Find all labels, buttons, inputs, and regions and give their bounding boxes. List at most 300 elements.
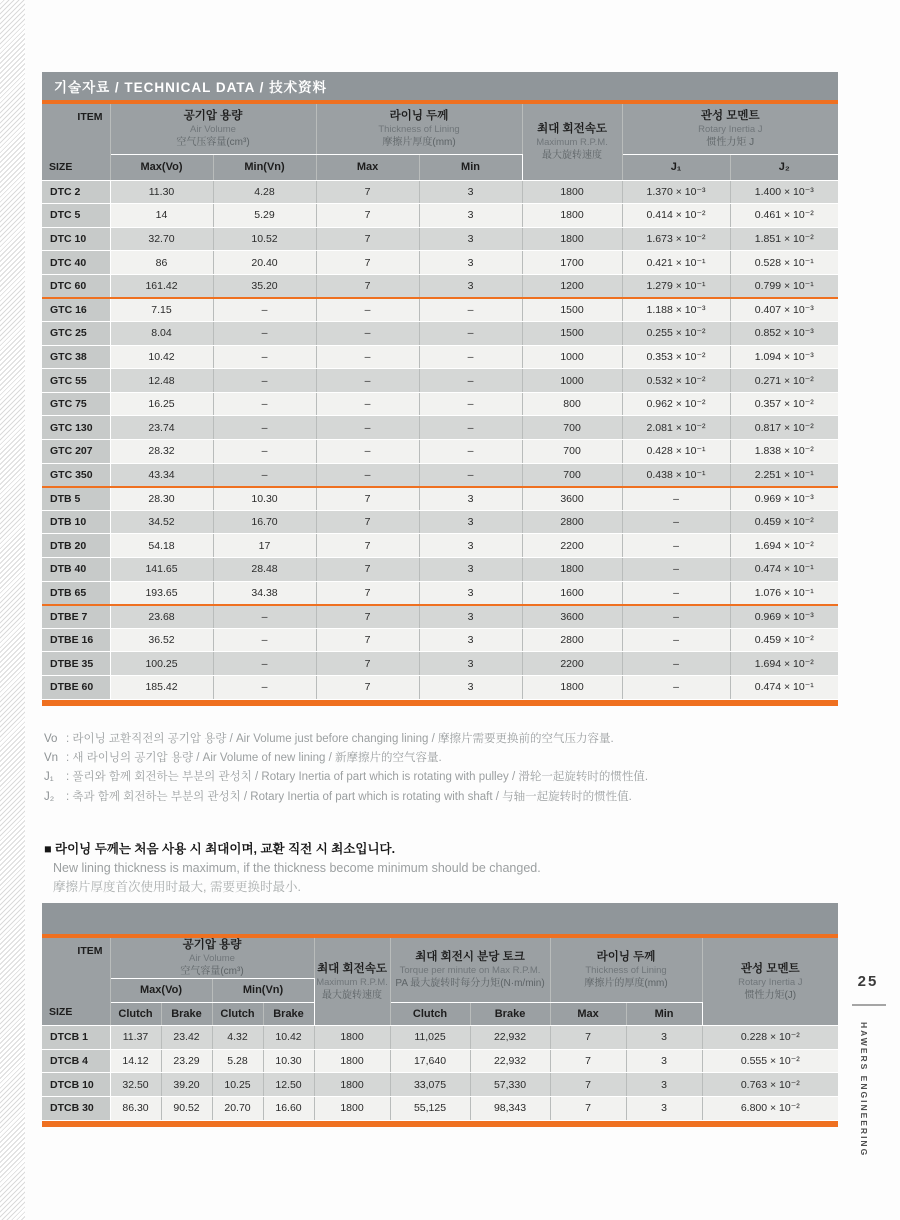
data-cell: 20.70	[212, 1096, 263, 1120]
data-cell: 0.474 × 10⁻¹	[730, 558, 838, 582]
data-cell: 7	[316, 581, 419, 605]
data-cell: 23.68	[110, 605, 213, 629]
subheader-clutch: Clutch	[212, 1002, 263, 1026]
subheader-brake: Brake	[263, 1002, 314, 1026]
data-cell: 12.50	[263, 1073, 314, 1097]
data-cell: 1800	[522, 180, 622, 204]
table1-body	[42, 180, 838, 699]
data-cell: 86	[110, 251, 213, 275]
row-size-label: DTCB 10	[42, 1073, 110, 1097]
row-size-label: GTC 16	[42, 298, 110, 322]
data-cell: 3600	[522, 605, 622, 629]
data-cell: 0.969 × 10⁻³	[730, 487, 838, 511]
data-cell: 141.65	[110, 558, 213, 582]
page-title-bar	[42, 72, 838, 100]
data-cell: 7	[316, 251, 419, 275]
table2-gray-band	[42, 903, 838, 934]
data-cell: –	[213, 440, 316, 464]
table-row	[42, 345, 838, 369]
data-cell: 0.414 × 10⁻²	[622, 204, 730, 228]
data-cell: 1.076 × 10⁻¹	[730, 581, 838, 605]
data-cell: –	[213, 392, 316, 416]
data-cell: 34.52	[110, 510, 213, 534]
table-row	[42, 1026, 838, 1050]
data-cell: 161.42	[110, 274, 213, 298]
data-cell: 23.74	[110, 416, 213, 440]
data-cell: 1800	[522, 675, 622, 699]
data-cell: 1800	[314, 1026, 390, 1050]
data-cell: 100.25	[110, 652, 213, 676]
data-cell: –	[316, 463, 419, 487]
data-cell: 800	[522, 392, 622, 416]
subheader-torque-clutch: Clutch	[390, 1002, 470, 1026]
data-cell: 1800	[522, 204, 622, 228]
data-cell: 32.70	[110, 227, 213, 251]
subheader-j2: J₂	[730, 154, 838, 180]
table-row	[42, 675, 838, 699]
table-row	[42, 369, 838, 393]
data-cell: 193.65	[110, 581, 213, 605]
data-cell: 0.763 × 10⁻²	[702, 1073, 838, 1097]
item-label: ITEM	[77, 945, 103, 957]
page-edge-hatch-decoration	[0, 0, 25, 1220]
row-size-label: GTC 25	[42, 322, 110, 346]
data-cell: 3	[419, 180, 522, 204]
data-cell: 22,932	[470, 1026, 550, 1050]
data-cell: 7	[550, 1026, 626, 1050]
data-cell: 185.42	[110, 675, 213, 699]
data-cell: 0.428 × 10⁻¹	[622, 440, 730, 464]
data-cell: 7	[316, 628, 419, 652]
subheader-min-vn: Min(Vn)	[213, 154, 316, 180]
data-cell: 0.438 × 10⁻¹	[622, 463, 730, 487]
data-cell: 7	[550, 1096, 626, 1120]
data-cell: 3	[419, 628, 522, 652]
technical-data-table	[42, 104, 838, 700]
data-cell: 0.962 × 10⁻²	[622, 392, 730, 416]
page-number-rule	[852, 1004, 886, 1006]
footnotes	[44, 730, 824, 807]
table-row	[42, 558, 838, 582]
row-size-label: GTC 75	[42, 392, 110, 416]
data-cell: 1.673 × 10⁻²	[622, 227, 730, 251]
table-row	[42, 510, 838, 534]
data-cell: 0.528 × 10⁻¹	[730, 251, 838, 275]
data-cell: –	[622, 581, 730, 605]
data-cell: 0.271 × 10⁻²	[730, 369, 838, 393]
data-cell: –	[213, 675, 316, 699]
table-row	[42, 392, 838, 416]
data-cell: 7	[550, 1073, 626, 1097]
data-cell: –	[213, 322, 316, 346]
data-cell: 7	[316, 227, 419, 251]
footnote-vn: Vn : 새 라이닝의 공기압 용량 / Air Volume of new lining / 新摩擦片的空气容量.	[44, 752, 442, 765]
header-lining-thickness: 라이닝 두께 Thickness of Lining 摩擦片厚度(mm)	[316, 104, 522, 154]
data-cell: –	[419, 463, 522, 487]
header-torque: 최대 회전시 분당 토크 Torque per minute on Max R.P.M. PA 最大旋转时每分力矩(N·m/min)	[390, 938, 550, 1002]
row-size-label: DTCB 1	[42, 1026, 110, 1050]
data-cell: –	[213, 463, 316, 487]
data-cell: –	[316, 416, 419, 440]
data-cell: –	[213, 369, 316, 393]
data-cell: 3	[626, 1049, 702, 1073]
data-cell: 3	[419, 581, 522, 605]
subheader-j1: J₁	[622, 154, 730, 180]
data-cell: 7	[316, 487, 419, 511]
data-cell: 10.25	[212, 1073, 263, 1097]
data-cell: 4.28	[213, 180, 316, 204]
data-cell: 0.255 × 10⁻²	[622, 322, 730, 346]
data-cell: 0.555 × 10⁻²	[702, 1049, 838, 1073]
data-cell: –	[316, 298, 419, 322]
table-row	[42, 440, 838, 464]
data-cell: 22,932	[470, 1049, 550, 1073]
data-cell: 10.30	[263, 1049, 314, 1073]
data-cell: –	[316, 322, 419, 346]
dtcb-table-block	[42, 903, 838, 1127]
data-cell: 7	[316, 675, 419, 699]
table-row	[42, 416, 838, 440]
data-cell: –	[419, 392, 522, 416]
size-label: SIZE	[49, 160, 73, 173]
row-size-label: DTB 20	[42, 534, 110, 558]
item-size-diagonal-cell	[42, 938, 110, 1026]
data-cell: 10.52	[213, 227, 316, 251]
data-cell: 0.852 × 10⁻³	[730, 322, 838, 346]
table-row	[42, 180, 838, 204]
data-cell: 11.37	[110, 1026, 161, 1050]
row-size-label: DTC 10	[42, 227, 110, 251]
data-cell: 0.461 × 10⁻²	[730, 204, 838, 228]
data-cell: 14	[110, 204, 213, 228]
subheader-lining-max: Max	[316, 154, 419, 180]
data-cell: 7	[316, 534, 419, 558]
subheader-min-vn: Min(Vn)	[212, 979, 314, 1003]
header-lining-thickness: 라이닝 두께 Thickness of Lining 摩擦片的厚度(mm)	[550, 938, 702, 1002]
data-cell: –	[316, 345, 419, 369]
data-cell: 1500	[522, 322, 622, 346]
data-cell: 3	[419, 227, 522, 251]
header-max-rpm: 최대 회전속도 Maximum R.P.M. 最大旋转速度	[522, 104, 622, 180]
data-cell: 3	[626, 1026, 702, 1050]
data-cell: 17,640	[390, 1049, 470, 1073]
data-cell: 7	[316, 510, 419, 534]
data-cell: 4.32	[212, 1026, 263, 1050]
row-size-label: DTB 65	[42, 581, 110, 605]
data-cell: 7	[316, 204, 419, 228]
size-label: SIZE	[49, 1006, 73, 1019]
data-cell: 10.30	[213, 487, 316, 511]
table-row	[42, 581, 838, 605]
table-row	[42, 204, 838, 228]
data-cell: –	[622, 605, 730, 629]
data-cell: –	[316, 440, 419, 464]
data-cell: –	[213, 345, 316, 369]
data-cell: 2800	[522, 510, 622, 534]
data-cell: 3	[626, 1073, 702, 1097]
data-cell: 1.279 × 10⁻¹	[622, 274, 730, 298]
data-cell: 7	[316, 180, 419, 204]
data-cell: 1.694 × 10⁻²	[730, 652, 838, 676]
data-cell: 36.52	[110, 628, 213, 652]
table-row	[42, 227, 838, 251]
row-size-label: GTC 38	[42, 345, 110, 369]
data-cell: 1.094 × 10⁻³	[730, 345, 838, 369]
data-cell: 1.694 × 10⁻²	[730, 534, 838, 558]
data-cell: 17	[213, 534, 316, 558]
data-cell: 3	[419, 204, 522, 228]
data-cell: 6.800 × 10⁻²	[702, 1096, 838, 1120]
data-cell: 1200	[522, 274, 622, 298]
data-cell: 0.357 × 10⁻²	[730, 392, 838, 416]
data-cell: 700	[522, 440, 622, 464]
data-cell: 28.32	[110, 440, 213, 464]
row-size-label: DTBE 35	[42, 652, 110, 676]
data-cell: 3	[419, 251, 522, 275]
data-cell: 98,343	[470, 1096, 550, 1120]
row-size-label: DTC 2	[42, 180, 110, 204]
table-row	[42, 652, 838, 676]
data-cell: 1500	[522, 298, 622, 322]
row-size-label: DTB 5	[42, 487, 110, 511]
row-size-label: DTC 5	[42, 204, 110, 228]
data-cell: –	[213, 298, 316, 322]
footnote-j1: J₁ : 풀리와 함께 회전하는 부분의 관성치 / Rotary Inertia of part which is rotating with pulley / 滑轮一起旋转时的惯性值.	[44, 771, 649, 784]
data-cell: 55,125	[390, 1096, 470, 1120]
data-cell: 700	[522, 463, 622, 487]
data-cell: 3	[419, 605, 522, 629]
footnote-vo: Vo : 라이닝 교환직전의 공기압 용량 / Air Volume just before changing lining / 摩擦片需要更换前的空气压力容量.	[44, 733, 614, 745]
table-row	[42, 1073, 838, 1097]
page-number: 25	[857, 973, 879, 990]
table-row	[42, 534, 838, 558]
data-cell: 0.474 × 10⁻¹	[730, 675, 838, 699]
data-cell: 1800	[314, 1096, 390, 1120]
footnote-j2: J₂ : 축과 함께 회전하는 부분의 관성치 / Rotary Inertia of part which is rotating with shaft / 与轴一起旋转时的惯性值.	[44, 790, 632, 803]
row-size-label: DTBE 16	[42, 628, 110, 652]
data-cell: 0.969 × 10⁻³	[730, 605, 838, 629]
data-cell: 1.851 × 10⁻²	[730, 227, 838, 251]
data-cell: 0.459 × 10⁻²	[730, 628, 838, 652]
data-cell: –	[419, 345, 522, 369]
data-cell: 700	[522, 416, 622, 440]
data-cell: 16.25	[110, 392, 213, 416]
table-row	[42, 1049, 838, 1073]
data-cell: 7.15	[110, 298, 213, 322]
data-cell: –	[622, 675, 730, 699]
header-rotary-inertia: 관성 모멘트 Rotary Inertia J 惯性力矩 J	[622, 104, 838, 154]
table-row	[42, 628, 838, 652]
brand-vertical-text: HAWERS ENGINEERING	[859, 1022, 869, 1158]
data-cell: 3	[419, 675, 522, 699]
page-title: 기술자료 / TECHNICAL DATA / 技术资料	[54, 80, 328, 95]
data-cell: 35.20	[213, 274, 316, 298]
table-row	[42, 298, 838, 322]
row-size-label: DTCB 4	[42, 1049, 110, 1073]
data-cell: 57,330	[470, 1073, 550, 1097]
data-cell: 3	[419, 534, 522, 558]
subheader-lining-min: Min	[419, 154, 522, 180]
note-korean: ■ 라이닝 두께는 처음 사용 시 최대이며, 교환 직전 시 최소입니다.	[44, 842, 396, 856]
row-size-label: DTC 40	[42, 251, 110, 275]
data-cell: 23.42	[161, 1026, 212, 1050]
subheader-max-vo: Max(Vo)	[110, 979, 212, 1003]
data-cell: 1000	[522, 345, 622, 369]
data-cell: 12.48	[110, 369, 213, 393]
data-cell: 8.04	[110, 322, 213, 346]
data-cell: 33,075	[390, 1073, 470, 1097]
data-cell: 0.799 × 10⁻¹	[730, 274, 838, 298]
data-cell: 28.48	[213, 558, 316, 582]
header-air-volume: 공기압 용량 Air Volume 空气容量(cm³)	[110, 938, 314, 979]
data-cell: 1000	[522, 369, 622, 393]
row-size-label: GTC 207	[42, 440, 110, 464]
data-cell: 34.38	[213, 581, 316, 605]
data-cell: –	[419, 369, 522, 393]
header-max-rpm: 최대 회전속도 Maximum R.P.M. 最大旋转速度	[314, 938, 390, 1026]
data-cell: 0.421 × 10⁻¹	[622, 251, 730, 275]
data-cell: 1.188 × 10⁻³	[622, 298, 730, 322]
data-cell: –	[419, 322, 522, 346]
subheader-lining-min: Min	[626, 1002, 702, 1026]
data-cell: –	[622, 487, 730, 511]
data-cell: 39.20	[161, 1073, 212, 1097]
data-cell: 16.70	[213, 510, 316, 534]
data-cell: 0.817 × 10⁻²	[730, 416, 838, 440]
data-cell: 86.30	[110, 1096, 161, 1120]
row-size-label: DTBE 60	[42, 675, 110, 699]
data-cell: –	[213, 652, 316, 676]
data-cell: 1800	[314, 1049, 390, 1073]
table-row	[42, 322, 838, 346]
table2-body	[42, 1026, 838, 1120]
data-cell: 16.60	[263, 1096, 314, 1120]
data-cell: 0.353 × 10⁻²	[622, 345, 730, 369]
data-cell: 7	[316, 558, 419, 582]
data-cell: –	[419, 440, 522, 464]
data-cell: 0.407 × 10⁻³	[730, 298, 838, 322]
table1-header	[42, 104, 838, 180]
data-cell: –	[622, 628, 730, 652]
data-cell: 7	[316, 652, 419, 676]
row-size-label: DTB 10	[42, 510, 110, 534]
subheader-max-vo: Max(Vo)	[110, 154, 213, 180]
data-cell: –	[622, 510, 730, 534]
data-cell: 2200	[522, 652, 622, 676]
data-cell: 2800	[522, 628, 622, 652]
data-cell: 32.50	[110, 1073, 161, 1097]
table-row	[42, 487, 838, 511]
data-cell: 2.251 × 10⁻¹	[730, 463, 838, 487]
data-cell: 5.28	[212, 1049, 263, 1073]
row-size-label: DTB 40	[42, 558, 110, 582]
subheader-brake: Brake	[161, 1002, 212, 1026]
data-cell: 0.228 × 10⁻²	[702, 1026, 838, 1050]
data-cell: 11,025	[390, 1026, 470, 1050]
table-row	[42, 1096, 838, 1120]
data-cell: 3	[419, 558, 522, 582]
data-cell: –	[213, 605, 316, 629]
data-cell: 1700	[522, 251, 622, 275]
dtcb-data-table	[42, 938, 838, 1121]
row-size-label: DTCB 30	[42, 1096, 110, 1120]
table-bottom-orange-bar	[42, 1121, 838, 1127]
note-english: New lining thickness is maximum, if the thickness become minimum should be changed.	[53, 861, 541, 875]
data-cell: 7	[550, 1049, 626, 1073]
data-cell: 1.838 × 10⁻²	[730, 440, 838, 464]
data-cell: 3	[626, 1096, 702, 1120]
data-cell: –	[419, 416, 522, 440]
row-size-label: DTBE 7	[42, 605, 110, 629]
data-cell: –	[622, 558, 730, 582]
row-size-label: GTC 55	[42, 369, 110, 393]
note-chinese: 摩擦片厚度首次使用时最大, 需要更换时最小.	[53, 880, 301, 894]
data-cell: 10.42	[110, 345, 213, 369]
data-cell: 5.29	[213, 204, 316, 228]
item-size-diagonal-cell	[42, 104, 110, 180]
data-cell: 3	[419, 487, 522, 511]
table-row	[42, 251, 838, 275]
data-cell: 1600	[522, 581, 622, 605]
data-cell: 3	[419, 510, 522, 534]
data-cell: 90.52	[161, 1096, 212, 1120]
data-cell: 1800	[522, 558, 622, 582]
data-cell: 1800	[522, 227, 622, 251]
row-size-label: GTC 130	[42, 416, 110, 440]
data-cell: –	[316, 369, 419, 393]
data-cell: 0.532 × 10⁻²	[622, 369, 730, 393]
row-size-label: GTC 350	[42, 463, 110, 487]
data-cell: –	[213, 416, 316, 440]
table-row	[42, 274, 838, 298]
data-cell: 10.42	[263, 1026, 314, 1050]
header-air-volume: 공기압 용량 Air Volume 空气压容量(cm³)	[110, 104, 316, 154]
data-cell: –	[419, 298, 522, 322]
subheader-torque-brake: Brake	[470, 1002, 550, 1026]
table-row	[42, 605, 838, 629]
table-bottom-orange-bar	[42, 700, 838, 706]
table-row	[42, 463, 838, 487]
data-cell: 2200	[522, 534, 622, 558]
data-cell: 1800	[314, 1073, 390, 1097]
table2-header	[42, 938, 838, 1026]
data-cell: 14.12	[110, 1049, 161, 1073]
item-label: ITEM	[77, 111, 103, 123]
data-cell: –	[316, 392, 419, 416]
row-size-label: DTC 60	[42, 274, 110, 298]
data-cell: –	[622, 534, 730, 558]
data-cell: 1.400 × 10⁻³	[730, 180, 838, 204]
data-cell: 28.30	[110, 487, 213, 511]
subheader-lining-max: Max	[550, 1002, 626, 1026]
header-rotary-inertia: 관성 모멘트 Rotary Inertia J 惯性力矩(J)	[702, 938, 838, 1026]
subheader-clutch: Clutch	[110, 1002, 161, 1026]
data-cell: 3	[419, 274, 522, 298]
data-cell: –	[213, 628, 316, 652]
data-cell: 54.18	[110, 534, 213, 558]
data-cell: 7	[316, 274, 419, 298]
data-cell: 11.30	[110, 180, 213, 204]
data-cell: 0.459 × 10⁻²	[730, 510, 838, 534]
data-cell: 7	[316, 605, 419, 629]
data-cell: 3600	[522, 487, 622, 511]
data-cell: 2.081 × 10⁻²	[622, 416, 730, 440]
lining-note	[44, 840, 824, 897]
data-cell: 3	[419, 652, 522, 676]
data-cell: 43.34	[110, 463, 213, 487]
data-cell: 1.370 × 10⁻³	[622, 180, 730, 204]
data-cell: –	[622, 652, 730, 676]
